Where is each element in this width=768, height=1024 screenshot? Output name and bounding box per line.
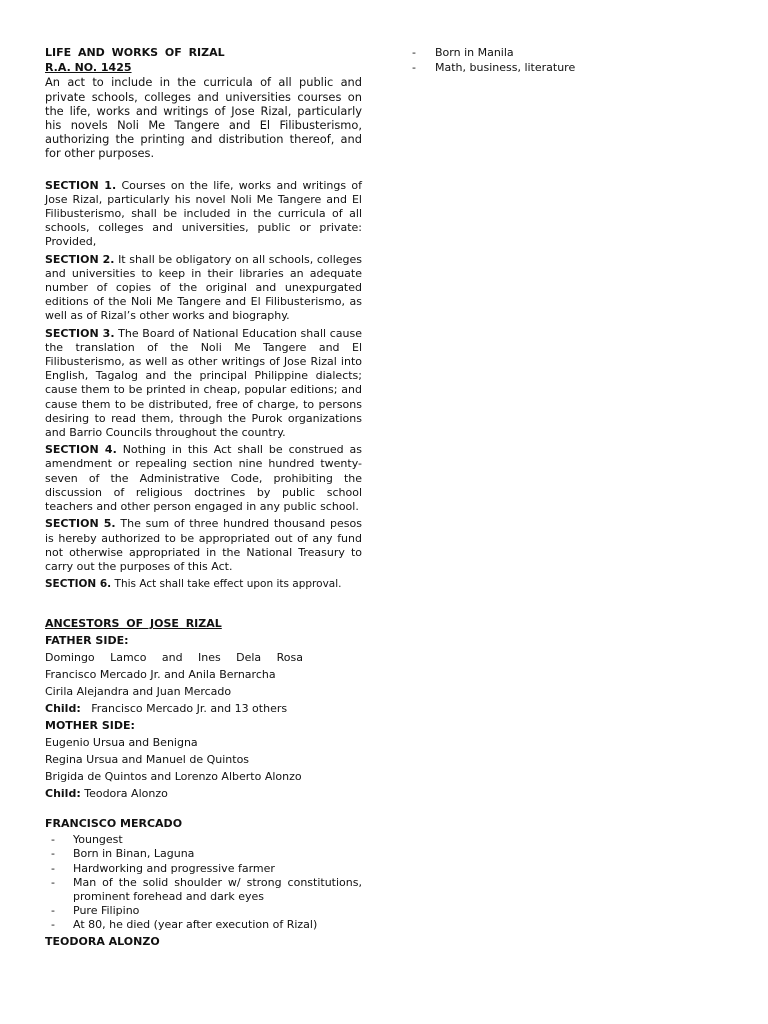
dash-bullet: - bbox=[51, 833, 55, 847]
section-5 bbox=[45, 517, 362, 574]
list-item-text: Man of the solid shoulder w/ strong constitutions, prominent forehead and dark eyes bbox=[73, 875, 362, 903]
section-text: The sum of three hundred thousand pesos is hereby authorized to be appropriated out of any fund not otherwise appropriated in the National Treasury to carry out the purposes of this Act. bbox=[45, 517, 362, 573]
section-label: SECTION 1. bbox=[45, 178, 117, 192]
name-word: Dela bbox=[236, 650, 262, 664]
father-pair-2: Francisco Mercado Jr. and Anila Bernarcha bbox=[45, 667, 276, 681]
mother-pair-1: Eugenio Ursua and Benigna bbox=[45, 735, 198, 749]
section-text: Courses on the life, works and writings of Jose Rizal, particularly his novel Noli Me Tangere and El Filibusterismo, shall be included in the curricula of all schools, colleges and universities, public or private: Provided, bbox=[45, 178, 362, 249]
list-item bbox=[412, 46, 732, 61]
francisco-heading: FRANCISCO MERCADO bbox=[45, 816, 183, 830]
section-text: Nothing in this Act shall be construed as amendment or repealing section nine hundred twenty-seven of the Administrative Code, prohibiting the discussion of religious doctrines by public school teachers and other person engaged in any public school. bbox=[45, 443, 363, 514]
list-item-text: Born in Manila bbox=[435, 46, 514, 59]
list-item bbox=[45, 904, 362, 918]
child-label: Child: bbox=[45, 701, 81, 715]
section-text: It shall be obligatory on all schools, colleges and universities to keep in their libraries an adequate number of copies of the original and unexpurgated editions of the Noli Me Tangere and El Filibusterismo, as well as of Rizal’s other works and biography. bbox=[45, 252, 363, 323]
mother-child bbox=[45, 785, 362, 802]
mother-side-label: MOTHER SIDE: bbox=[45, 718, 135, 732]
right-column bbox=[412, 46, 732, 75]
dash-bullet: - bbox=[51, 918, 55, 932]
dash-bullet: - bbox=[51, 847, 55, 861]
section-4 bbox=[45, 443, 362, 514]
mother-pair-2: Regina Ursua and Manuel de Quintos bbox=[45, 752, 250, 766]
section-label: SECTION 2. bbox=[45, 252, 115, 266]
section-1 bbox=[45, 179, 362, 250]
father-side-label: FATHER SIDE: bbox=[45, 633, 129, 647]
list-item-text: Hardworking and progressive farmer bbox=[73, 861, 275, 875]
act-sections bbox=[45, 179, 362, 592]
name-word: Ines bbox=[198, 650, 221, 664]
ra-number: R.A. NO. 1425 bbox=[45, 61, 132, 75]
francisco-list bbox=[45, 833, 362, 932]
section-6 bbox=[45, 577, 362, 591]
list-item bbox=[45, 833, 362, 847]
section-text: This Act shall take effect upon its approval. bbox=[111, 578, 342, 591]
list-item bbox=[45, 847, 362, 861]
dash-bullet: - bbox=[51, 875, 55, 889]
document-title: LIFE AND WORKS OF RIZAL bbox=[45, 46, 225, 59]
mother-pair-3: Brigida de Quintos and Lorenzo Alberto Alonzo bbox=[45, 769, 302, 783]
name-word: Lamco bbox=[110, 650, 147, 664]
section-label: SECTION 3. bbox=[45, 326, 115, 340]
list-item bbox=[412, 61, 732, 76]
father-pair-3: Cirila Alejandra and Juan Mercado bbox=[45, 684, 232, 698]
child-value: Francisco Mercado Jr. and 13 others bbox=[91, 701, 288, 715]
list-item bbox=[45, 862, 362, 876]
child-value: Teodora Alonzo bbox=[84, 786, 168, 800]
list-item-text: Youngest bbox=[73, 833, 123, 847]
act-description: An act to include in the curricula of all public and private schools, colleges and universities courses on the life, works and writings of Jose Rizal, particularly his novels Noli Me Tangere and El Filibusterismo, authorizing the printing and distribution thereof, and for other purposes. bbox=[45, 75, 362, 161]
father-pair-1 bbox=[45, 649, 303, 666]
name-word: Domingo bbox=[45, 650, 95, 664]
list-item-text: Math, business, literature bbox=[435, 60, 576, 74]
left-column bbox=[45, 46, 362, 949]
child-label: Child: bbox=[45, 786, 81, 800]
list-item-text: Born in Binan, Laguna bbox=[73, 847, 195, 861]
dash-bullet: - bbox=[412, 60, 416, 74]
name-word: and bbox=[161, 650, 183, 664]
list-item bbox=[45, 918, 362, 932]
section-2 bbox=[45, 253, 362, 324]
section-label: SECTION 5. bbox=[45, 517, 116, 531]
ancestors-heading: ANCESTORS OF JOSE RIZAL bbox=[45, 617, 222, 631]
teodora-heading: TEODORA ALONZO bbox=[45, 934, 160, 948]
section-label: SECTION 4. bbox=[45, 443, 117, 457]
dash-bullet: - bbox=[51, 904, 55, 918]
section-text: The Board of National Education shall cause the translation of the Noli Me Tangere and El Filibusterismo, as well as other writings of Jose Rizal into English, Tagalog and the principal Philippine dialects; cause them to be printed in cheap, popular editions; and cause them to be distributed, free of charge, to persons desiring to read them, through the Purok organizations and Barrio Councils throughout the country. bbox=[45, 326, 362, 440]
section-label: SECTION 6. bbox=[45, 578, 112, 591]
dash-bullet: - bbox=[51, 861, 55, 875]
section-3 bbox=[45, 327, 362, 441]
list-item-text: Pure Filipino bbox=[73, 904, 140, 918]
dash-bullet: - bbox=[412, 46, 416, 59]
teodora-list bbox=[412, 46, 732, 75]
father-child bbox=[45, 700, 362, 717]
list-item bbox=[45, 876, 362, 904]
list-item-text: At 80, he died (year after execution of Rizal) bbox=[73, 918, 318, 932]
name-word: Rosa bbox=[276, 650, 303, 664]
